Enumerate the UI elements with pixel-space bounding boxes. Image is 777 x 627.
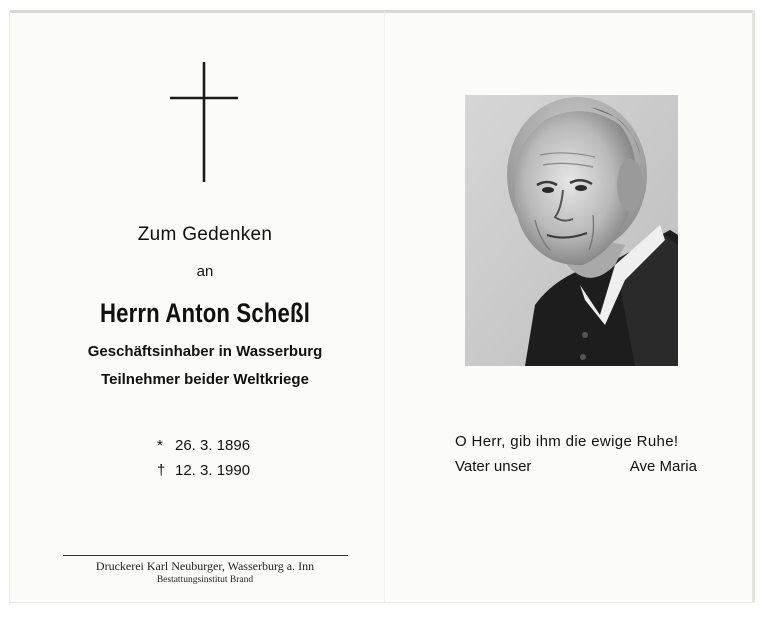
memorial-heading: Zum Gedenken <box>137 224 273 245</box>
portrait-photo <box>465 95 678 366</box>
deceased-name: Herrn Anton Scheßl <box>99 298 311 328</box>
card-right-edge <box>752 10 755 602</box>
birth-date: 26. 3. 1896 <box>175 437 251 454</box>
prayer-vater-unser: Vater unser <box>455 458 532 475</box>
occupation-line-2: Teilnehmer beider Weltkriege <box>101 371 309 388</box>
cross-icon <box>170 62 238 182</box>
death-date: 12. 3. 1990 <box>175 462 251 479</box>
prayer-ave-maria: Ave Maria <box>629 458 697 475</box>
funeral-home-credit: Bestattungsinstitut Brand <box>156 575 254 585</box>
preposition: an <box>196 263 214 280</box>
footer-divider <box>63 555 348 556</box>
life-dates <box>157 433 287 483</box>
prayer-names <box>455 458 697 475</box>
printer-credit: Druckerei Karl Neuburger, Wasserburg a. Inn <box>95 559 315 573</box>
death-symbol: † <box>157 462 166 479</box>
death-row <box>157 458 287 483</box>
birth-row <box>157 433 287 458</box>
occupation-line-1: Geschäftsinhaber in Wasserburg <box>87 343 323 360</box>
card-fold <box>384 12 385 602</box>
prayer-line: O Herr, gib ihm die ewige Ruhe! <box>455 433 679 450</box>
card-top-edge <box>10 10 754 13</box>
birth-symbol: * <box>157 437 163 454</box>
